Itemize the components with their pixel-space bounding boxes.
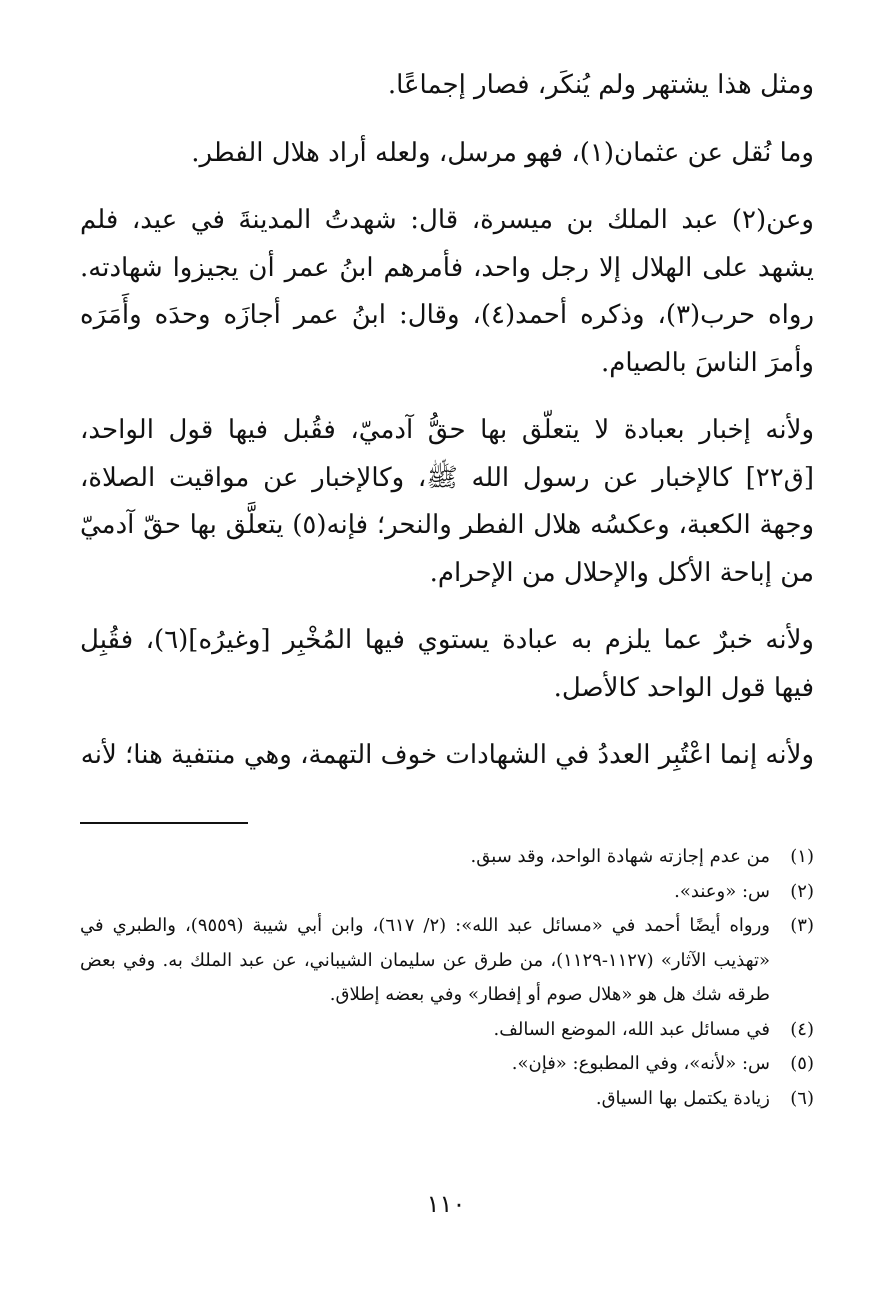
footnote-text: ورواه أيضًا أحمد في «مسائل عبد الله»: (٢/ ٦١٧)، وابن أبي شيبة (٩٥٥٩)، والطبري في «تهذيب الآثار» (١١٢٧-١١٢٩)، من طرق عن سليمان الشيباني، عن عبد الملك به. وفي بعض طرقه شك هل هو «هلال صوم أو إفطار» وفي بعضه إطلاق. [80, 915, 771, 1005]
footnote-text: زيادة يكتمل بها السياق. [595, 1087, 770, 1109]
footnote-item [80, 840, 814, 875]
page-number: ١١٠ [426, 1190, 466, 1218]
footnote-item [80, 1013, 814, 1048]
main-text [80, 62, 814, 780]
footnote-item [80, 875, 814, 910]
paragraph: ولأنه خبرٌ عما يلزم به عبادة يستوي فيها المُخْبِر [وغيرُه](٦)، فقُبِل فيها قول الواحد كالأصل. [80, 625, 814, 703]
footnote-text: س: «وعند». [674, 880, 770, 902]
footnote-number: (٢) [790, 880, 814, 902]
footnote-text: س: «لأنه»، وفي المطبوع: «فإن». [511, 1053, 770, 1074]
footnote-number: (٥) [790, 1053, 814, 1074]
footnote-divider [80, 822, 248, 824]
footnotes [80, 840, 814, 1116]
footnote-number: (٤) [790, 1018, 814, 1040]
footnote-number: (٣) [790, 915, 814, 936]
paragraph: ولأنه إخبار بعبادة لا يتعلّق بها حقُّ آدميّ، فقُبل فيها قول الواحد، [ق٢٢] كالإخبار عن رسول الله ﷺ، وكالإخبار عن مواقيت الصلاة، وجهة الكعبة، وعكسُه هلال الفطر والنحر؛ فإنه(٥) يتعلَّق بها حقّ آدميّ من إباحة الأكل والإحلال من الإحرام. [80, 415, 815, 588]
footnote-text: في مسائل عبد الله، الموضع السالف. [493, 1018, 770, 1040]
footnote-item [80, 1082, 814, 1117]
footnote-item [80, 909, 814, 1013]
paragraph: وما نُقل عن عثمان(١)، فهو مرسل، ولعله أراد هلال الفطر. [191, 137, 814, 168]
paragraph: وعن(٢) عبد الملك بن ميسرة، قال: شهدتُ المدينةَ في عيد، فلم يشهد على الهلال إلا رجل واحد، فأمرهم ابنُ عمر أن يجيزوا شهادته. رواه حرب(٣)، وذكره أحمد(٤)، وقال: ابنُ عمر أجازَه وحدَه وأَمَرَه وأمرَ الناسَ بالصيام. [80, 205, 814, 378]
paragraph: ومثل هذا يشتهر ولم يُنكَر، فصار إجماعًا. [387, 70, 814, 100]
footnote-item [80, 1047, 814, 1082]
footnote-text: من عدم إجازته شهادة الواحد، وقد سبق. [470, 846, 770, 867]
paragraph: ولأنه إنما اعْتُبِر العددُ في الشهادات خوف التهمة، وهي منتفية هنا؛ لأنه [80, 740, 814, 770]
footnote-number: (١) [790, 846, 814, 867]
footnote-number: (٦) [790, 1087, 814, 1109]
